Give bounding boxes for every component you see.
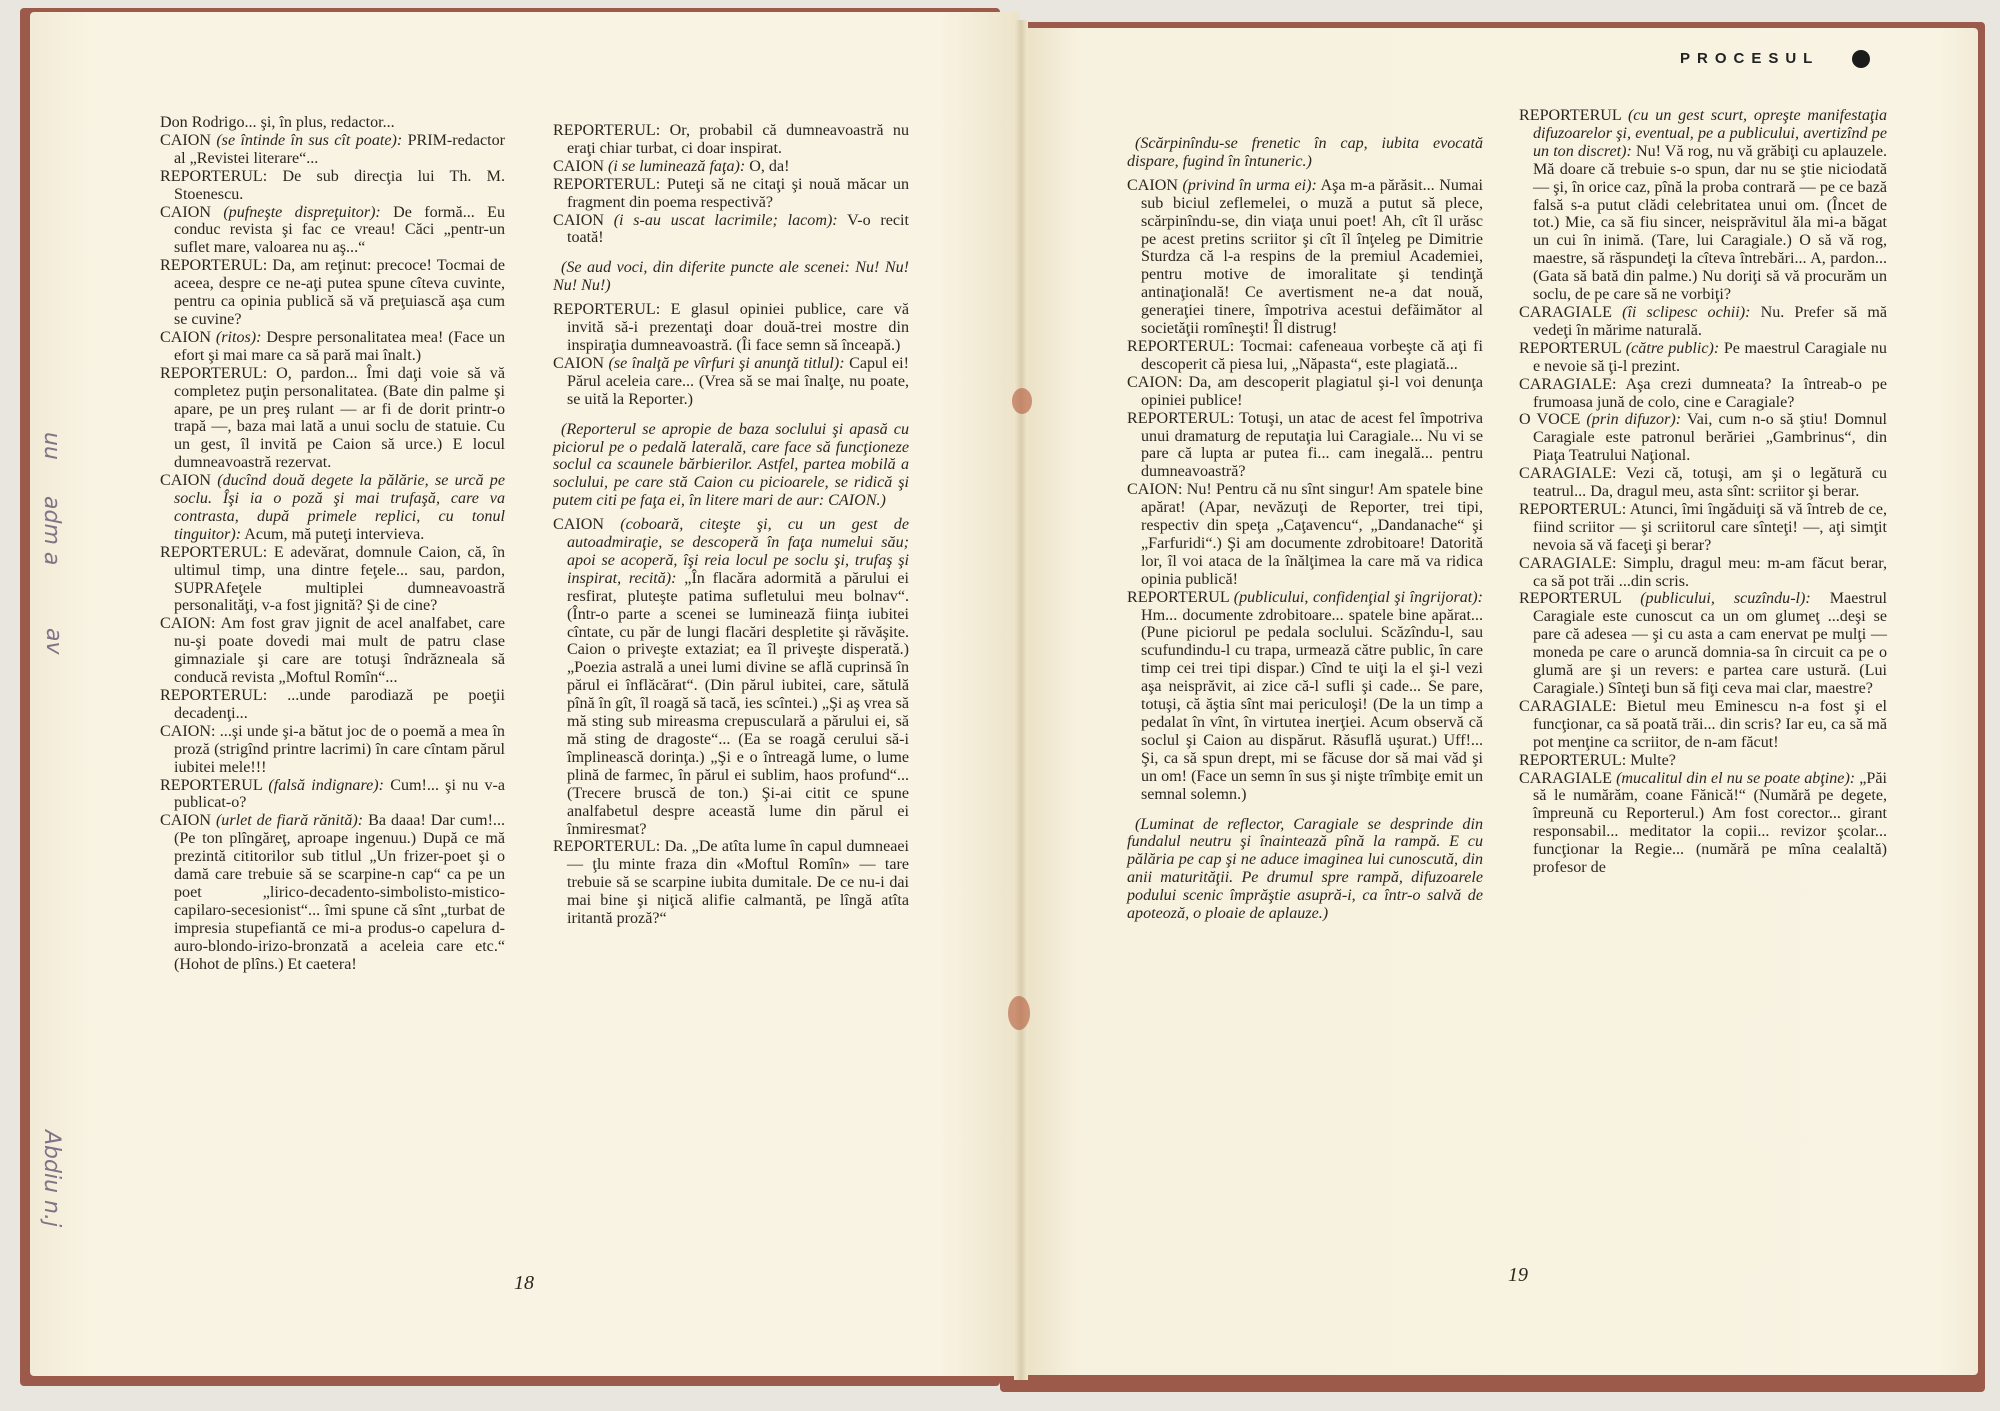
speaker-name: CARAGIALE: xyxy=(1519,554,1617,572)
speaker-direction: (urlet de fiară rănită): xyxy=(215,812,364,830)
dialogue-text: Da, am reţinut: precoce! Tocmai de aceea, despre ce ne-aţi putea spune cîteva cuvinte, pentru ca opinia publică să vă preţuiască aşa cum se cuvine? xyxy=(174,257,505,328)
bullet-dot xyxy=(1852,50,1870,68)
dialogue-text: Bietul meu Eminescu n-a fost şi el funcţionar, ca să poată trăi... din scris? Iar eu, ca să mă pot menţine ca scriitor, de n-am făcut! xyxy=(1533,697,1887,751)
dialogue-line xyxy=(1127,481,1483,588)
speaker-name: REPORTERUL: xyxy=(160,543,268,561)
speaker-name: CAION: xyxy=(160,722,216,740)
dialogue-text: Maestrul Caragiale este cunoscut ca un om glumeţ ...deşi se pare că adesea — şi cu asta a cam enervat pe mulţi — moneda pe care o aruncă domnia-sa în circuit ca pe o glumă are şi un revers: e partea care ustură. (Lui Caragiale.) Sînteţi bun să fiţi ceva mai clar, maestre? xyxy=(1533,590,1887,697)
speaker-name: REPORTERUL: xyxy=(160,364,268,382)
stage-direction-text: (Reporterul se apropie de baza soclului şi apasă cu piciorul pe o pedală laterală, care face să funcţioneze soclul ca scaunele bărbierilor. Astfel, partea mobilă a soclului, pe care stă Caion cu picioarele, se ridică şi putem citi pe faţa ei, în litere mari de aur: CAION.) xyxy=(553,420,909,510)
dialogue-line xyxy=(160,257,505,329)
page-number-left: 18 xyxy=(514,1272,534,1294)
speaker-name: REPORTERUL: xyxy=(553,838,661,856)
dialogue-text: Capul ei! Părul aceleia care... (Vrea să se mai înalţe, nu poate, se uită la Reporter.) xyxy=(567,354,909,408)
speaker-direction: (i se luminează faţa): xyxy=(608,157,746,175)
dialogue-line xyxy=(160,472,505,544)
speaker-name: REPORTERUL: xyxy=(1127,409,1235,427)
dialogue-line xyxy=(553,355,909,409)
handwritten-margin-mark: adm a xyxy=(39,496,64,566)
dialogue-text: Hm... documente zdrobitoare... spatele bine apărat... (Pune piciorul pe pedala soclului. Scăzîndu-l, sau scufundindu-l cu trapa, urmează către public, în care timp cei trei tipi dispar.) Cînd te uiţi la el şi-l vezi aşa neisprăvit, ai zice că-l sufli şi cade... Se pare, totuşi, că ăştia sînt mai periculoşi! (De la un timp a pedalat în vînt, în virtutea inerţiei. Acum observă că soclul şi Caion au dispărut. Răsuflă uşurat.) Uff!... Şi, ca să spun drept, mi se făcuse dor să mai văd şi un om! (Face un semn în sus şi nişte trîmbiţe emit un semnal solemn.) xyxy=(1141,606,1483,803)
speaker-direction: (publicului, scuzîndu-l): xyxy=(1640,590,1811,608)
speaker-name: REPORTERUL: xyxy=(1519,751,1627,769)
dialogue-text: Vezi că, totuşi, am şi o legătură cu teatrul... Da, dragul meu, asta sînt: scriitor şi berar. xyxy=(1533,465,1887,501)
dialogue-line xyxy=(1127,374,1483,410)
speaker-direction: (către public): xyxy=(1625,339,1720,357)
dialogue-text: „În flacăra adormită a părului ei resfirat, pluteşte patima sufletului meu bolnav“. (Într-o parte a scenei se luminează fiinţa iubitei cîntate, cu păr de lungi flacări despletite şi răvăşite. Caion o priveşte extaziat; ea îl priveşte disperată.) „Poezia astrală a unei lumi divine se află cuprinsă în părul ei înflăcărat“. (Din părul iubitei, care, sătulă pînă în gît, îl roagă să tacă, ies scîntei.) „Şi aş vrea să mă sting sub mireasma crepusculară a părului ei, să mă sting de dragoste“... (Ea se roagă cerului să-i împlinească dorinţa.) „Şi e o întreagă lume, o lume plină de farmec, în părul ei sublim, haos profund“... (Trecere bruscă de ton.) Şi-ai citit ce spune analfabetul despre această lume din părul ei înmiresmat? xyxy=(567,569,909,838)
left-column-2 xyxy=(553,122,909,928)
dialogue-line xyxy=(160,615,505,687)
paper-stain xyxy=(1008,996,1030,1030)
speaker-name: CARAGIALE xyxy=(1519,769,1612,787)
dialogue-line xyxy=(160,114,505,132)
dialogue-text: ...unde parodiază pe poeţii decadenţi... xyxy=(174,687,506,722)
dialogue-line xyxy=(160,329,505,365)
speaker-name: CAION xyxy=(160,812,211,830)
stage-direction-text: (Se aud voci, din diferite puncte ale scenei: Nu! Nu! Nu! Nu!) xyxy=(553,259,909,295)
dialogue-line xyxy=(160,723,505,777)
speaker-direction: (coboară, citeşte şi, cu un gest de autoadmiraţie, se descoperă în faţa numelui său; apoi se acoperă, îşi reia locul pe soclu şi, trufaş şi inspirat, recită): xyxy=(567,516,909,587)
stage-direction-text: (Luminat de reflector, Caragiale se desprinde din fundalul neutru şi înaintează pînă la rampă. E cu pălăria pe cap şi ne aduce imaginea lui cunoscută, din anii maturităţii. Pe drumul spre rampă, difuzoarele podului scenic împrăştie asupră-i, ca într-o salvă de apoteoză, o ploaie de aplauze.) xyxy=(1127,815,1483,923)
right-column-1 xyxy=(1127,123,1483,929)
dialogue-line xyxy=(1519,376,1887,412)
dialogue-text: Or, probabil că dumneavoastră nu eraţi chiar turbat, ci doar inspirat. xyxy=(567,122,910,157)
dialogue-text: De sub direcţia lui Th. M. Stoenescu. xyxy=(174,167,505,203)
dialogue-text: De formă... Eu conduc revista şi fac ce vreau! Căci „pentr-un suflet mare, valoarea nu aş...“ xyxy=(174,203,505,257)
dialogue-line xyxy=(1519,501,1887,555)
speaker-direction: (îi sclipesc ochii): xyxy=(1622,303,1751,321)
dialogue-line xyxy=(160,777,505,813)
left-column-1 xyxy=(160,114,505,974)
speaker-direction: (se întinde în sus cît poate): xyxy=(216,131,403,149)
speaker-direction: (cu un gest scurt, opreşte manifestaţia difuzoarelor şi, eventual, pe a publicului, avertizînd pe un ton discret): xyxy=(1533,107,1887,160)
stage-direction xyxy=(1127,135,1483,171)
dialogue-line xyxy=(1127,338,1483,374)
speaker-name: CAION xyxy=(553,516,604,534)
dialogue-text: Da. „De atîta lume în capul dumneaei — ţlu minte fraza din «Moftul Romîn» — tare trebuie să se scarpine iubita dumitale. De ce nu-i dai mai bine şi niţică alifie calmantă, pe lîngă atîta iritantă proză?“ xyxy=(567,838,909,928)
speaker-name: REPORTERUL: xyxy=(160,687,268,704)
dialogue-line xyxy=(160,365,505,472)
speaker-name: CAION xyxy=(160,203,211,221)
dialogue-text: Pe maestrul Caragiale nu e nevoie să ţi-l prezint. xyxy=(1533,339,1887,375)
dialogue-text: ...şi unde şi-a bătut joc de o poemă a mea în proză (strigînd printre lacrimi) în care cîntam părul iubitei mele!!! xyxy=(174,722,505,776)
dialogue-line xyxy=(1519,770,1887,877)
stage-direction xyxy=(553,421,909,511)
dialogue-text: Multe? xyxy=(1630,751,1676,769)
dialogue-text: Aşa m-a părăsit... Numai sub biciul zeflemelei, o muză a putut să plece, scărpinîndu-se, din viaţa unui poet! Ah, cît îl urăsc pe acest pretins scriitor şi cît îl înţeleg pe Dimitrie Sturdza că l-a respins de la premiul Academiei, pentru motive de imoralitate şi tendinţă antinaţională! Ce avertisment ne-a dat nouă, generaţiei tinere, împotriva acestui defăimător al societăţii romîneşti! Îl distrug! xyxy=(1141,176,1484,338)
dialogue-line xyxy=(160,204,505,258)
dialogue-line xyxy=(1519,340,1887,376)
speaker-direction: (ritos): xyxy=(215,328,262,346)
speaker-name: REPORTERUL: xyxy=(1519,500,1627,518)
dialogue-text: O, pardon... Îmi daţi voie să vă completez puţin personalitatea. (Bate din palme şi apare, pe un preş rulant — ar fi de dorit printr-o trapă —, baza mai lată a unui soclu de statuie. Cu un gest, îl invită pe Caion să urce.) E locul dumneavoastră rezervat. xyxy=(174,364,505,472)
dialogue-line xyxy=(553,158,909,176)
speaker-direction: (privind în urma ei): xyxy=(1182,176,1317,194)
speaker-direction: (publicului, confidenţial şi îngrijorat): xyxy=(1233,588,1483,606)
dialogue-text: E glasul opiniei publice, care vă invită să-i prezentaţi doar două-trei mostre din inspiraţia dumneavoastră. (Îi face semn să înceapă.) xyxy=(567,301,909,354)
dialogue-line xyxy=(1519,107,1887,304)
speaker-name: CAION xyxy=(160,131,211,149)
speaker-name: CARAGIALE xyxy=(1519,303,1612,321)
dialogue-text: PRIM-redactor al „Revistei literare“... xyxy=(174,131,505,167)
paper-stain xyxy=(1012,388,1032,414)
dialogue-text: V-o recit toată! xyxy=(567,211,909,247)
dialogue-text: Acum, mă puteţi intervieva. xyxy=(244,525,425,543)
page-number-right: 19 xyxy=(1508,1264,1528,1286)
dialogue-line xyxy=(1519,590,1887,697)
dialogue-text: „Păi să le numărăm, coane Fănică!“ (Numără pe degete, împreună cu Reporterul.) Am fost corector... girant responsabil... meditator la copii... revizor şcolar... funcţionar la Regie... (numără pe mîna cealaltă) profesor de xyxy=(1533,769,1887,877)
speaker-name: O VOCE xyxy=(1519,411,1581,429)
speaker-direction: (ducînd două degete la pălărie, se urcă pe soclu. Îşi ia o poză şi mai trufaşă, care va contrasta, după primele replici, cu tonul tinguitor): xyxy=(174,472,505,543)
dialogue-line xyxy=(160,812,505,973)
dialogue-text: O, da! xyxy=(749,157,790,175)
dialogue-text: Simplu, dragul meu: m-am făcut berar, ca să pot trăi ...din scris. xyxy=(1533,554,1887,590)
speaker-name: REPORTERUL xyxy=(1519,590,1622,608)
dialogue-line xyxy=(1519,752,1887,770)
speaker-name: CAION xyxy=(553,157,604,175)
dialogue-text: Am fost grav jignit de acel analfabet, care nu-şi poate dovedi mai mult de patru clase gimnaziale şi care are totuşi îndrăzneala să conducă revista „Moftul Romîn“... xyxy=(174,615,505,687)
dialogue-line xyxy=(1519,555,1887,591)
speaker-name: CAION xyxy=(160,328,211,346)
dialogue-text: Atunci, îmi îngăduiţi să vă întreb de ce, fiind scriitor — şi scriitorul care sînteţi! —, aţi simţit nevoia să vă faceţi şi berar? xyxy=(1533,500,1887,554)
dialogue-text: Nu! Pentru că nu sînt singur! Am spatele bine apărat! (Apar, nevăzuţi de Reporter, trei tipi, respectiv din speţa „Caţavencu“, „Dandanache“ şi „Farfuridi“.) Şi am documente zdrobitoare! Datorită lor, îl voi ataca de la înălţimea la care mă va ridica opinia publică! xyxy=(1141,481,1483,588)
speaker-direction: (mucalitul din el nu se poate abţine): xyxy=(1616,769,1856,787)
dialogue-line xyxy=(160,168,505,204)
dialogue-text: Ba daaa! Dar cum!... (Pe ton plîngăreţ, aproape ingenuu.) După ce mă prezintă cititorilor sub titlul „Un frizer-poet şi o damă care trebuie să se scarpine-n cap“ ca pe un poet „lirico-decadento-simbolisto-mistico-capilaro-secesionist“... îmi spune că sînt „turbat de impresia stupefiantă ce mi-a produs-o capelura d-auro-blondo-irizo-bronzată a aceleia care etc.“ (Hohot de plîns.) Et caetera! xyxy=(174,812,505,973)
handwritten-margin-mark: av xyxy=(41,628,66,655)
speaker-direction: (falsă indignare): xyxy=(268,776,384,794)
speaker-name: CAION: xyxy=(1127,373,1183,391)
book-gutter xyxy=(1014,20,1028,1380)
speaker-name: REPORTERUL: xyxy=(553,175,661,193)
speaker-name: CARAGIALE: xyxy=(1519,697,1617,715)
speaker-direction: (i s-au uscat lacrimile; lacom): xyxy=(613,211,838,229)
dialogue-text: Despre personalitatea mea! (Face un efort şi mai mare ca să pară mai înalt.) xyxy=(174,328,505,364)
dialogue-line xyxy=(553,212,909,248)
dialogue-line xyxy=(1519,698,1887,752)
speaker-name: CARAGIALE: xyxy=(1519,375,1617,393)
dialogue-text: Nu. Prefer să mă vedeţi în mărime naturală. xyxy=(1533,303,1887,339)
dialogue-line xyxy=(553,122,909,158)
speaker-name: REPORTERUL xyxy=(160,776,263,794)
dialogue-text: Da, am descoperit plagiatul şi-l voi denunţa opiniei publice! xyxy=(1141,373,1483,409)
stage-direction xyxy=(553,259,909,295)
speaker-name: REPORTERUL: xyxy=(553,301,661,319)
speaker-name: CAION: xyxy=(160,615,216,633)
speaker-name: REPORTERUL xyxy=(1127,588,1230,606)
dialogue-line xyxy=(160,687,505,723)
speaker-name: REPORTERUL: xyxy=(160,167,268,185)
right-column-2 xyxy=(1519,107,1887,877)
dialogue-line xyxy=(1519,465,1887,501)
handwritten-margin-mark: uu xyxy=(39,432,64,460)
dialogue-line xyxy=(553,176,909,212)
dialogue-text: Aşa crezi dumneata? Ia întreab-o pe frumoasa jună de colo, cine e Caragiale? xyxy=(1533,375,1888,411)
speaker-name: REPORTERUL xyxy=(1519,339,1622,357)
speaker-name: REPORTERUL: xyxy=(1127,337,1235,355)
speaker-name: REPORTERUL: xyxy=(553,122,661,139)
dialogue-line xyxy=(553,301,909,355)
speaker-name: CAION xyxy=(553,354,604,372)
dialogue-text: E adevărat, domnule Caion, că, în ultimul timp, una dintre feţele... sau, pardon, SUPRAfeţele multiplei dumneavoastră personalităţi, v-a fost jignită? Şi de cine? xyxy=(174,543,505,615)
dialogue-text: Don Rodrigo... şi, în plus, redactor... xyxy=(160,114,395,131)
dialogue-line xyxy=(553,516,909,838)
running-title: PROCESUL xyxy=(1680,50,1820,67)
speaker-direction: (prin difuzor): xyxy=(1586,411,1682,429)
dialogue-line xyxy=(1519,304,1887,340)
dialogue-text: Puteţi să ne citaţi şi nouă măcar un fragment din poema respectivă? xyxy=(567,175,910,211)
dialogue-line xyxy=(1519,411,1887,465)
dialogue-text: Nu! Vă rog, nu vă grăbiţi cu aplauzele. Mă doare că trebuie s-o spun, dar nu se ştie niciodată — şi, în orice caz, pînă la proba contrară — pe ce bază falsă s-a putut clădi celebritatea unui om. (Încet de tot.) Mie, ca să fiu sincer, neisprăvitul ăla mi-a băgat un cui în inimă. (Tare, lui Caragiale.) O să vă rog, maestre, să răspundeţi la cîteva întrebări... A, pardon... (Gata să bată din palme.) Nu doriţi să vă procurăm un soclu, de pe care să ne vorbiţi? xyxy=(1533,142,1888,304)
speaker-name: CARAGIALE: xyxy=(1519,465,1617,483)
dialogue-line xyxy=(1127,410,1483,482)
dialogue-line xyxy=(160,132,505,168)
dialogue-text: Tocmai: cafeneaua vorbeşte că aţi fi descoperit că piesa lui, „Năpasta“, este plagiată... xyxy=(1141,337,1484,373)
speaker-name: REPORTERUL: xyxy=(160,257,268,275)
dialogue-text: Totuşi, un atac de acest fel împotriva unui dramaturg de reputaţia lui Caragiale... Nu vi se pare că lupta ar putea fi... cam inegală... pentru dumneavoastră? xyxy=(1141,409,1483,481)
stage-direction xyxy=(1127,816,1483,923)
speaker-name: CAION xyxy=(553,211,604,229)
dialogue-line xyxy=(553,838,909,928)
handwritten-margin-mark: Abdiu n.j xyxy=(39,1130,64,1228)
speaker-name: CAION: xyxy=(1127,481,1183,499)
dialogue-text: Vai, cum n-o să ştiu! Domnul Caragiale este patronul berăriei „Gambrinus“, din Piaţa Teatrului Naţional. xyxy=(1533,411,1887,465)
dialogue-line xyxy=(1127,177,1483,338)
speaker-name: CAION xyxy=(160,472,211,490)
speaker-name: REPORTERUL xyxy=(1519,107,1622,124)
speaker-direction: (se înalţă pe vîrfuri şi anunţă titlul): xyxy=(608,354,845,372)
stage-direction-text: (Scărpinîndu-se frenetic în cap, iubita evocată dispare, fugind în întuneric.) xyxy=(1127,135,1483,170)
dialogue-line xyxy=(160,544,505,616)
dialogue-line xyxy=(1127,589,1483,804)
speaker-direction: (pufneşte dispreţuitor): xyxy=(223,203,381,221)
dialogue-text: Cum!... şi nu v-a publicat-o? xyxy=(174,776,506,812)
speaker-name: CAION xyxy=(1127,176,1178,194)
